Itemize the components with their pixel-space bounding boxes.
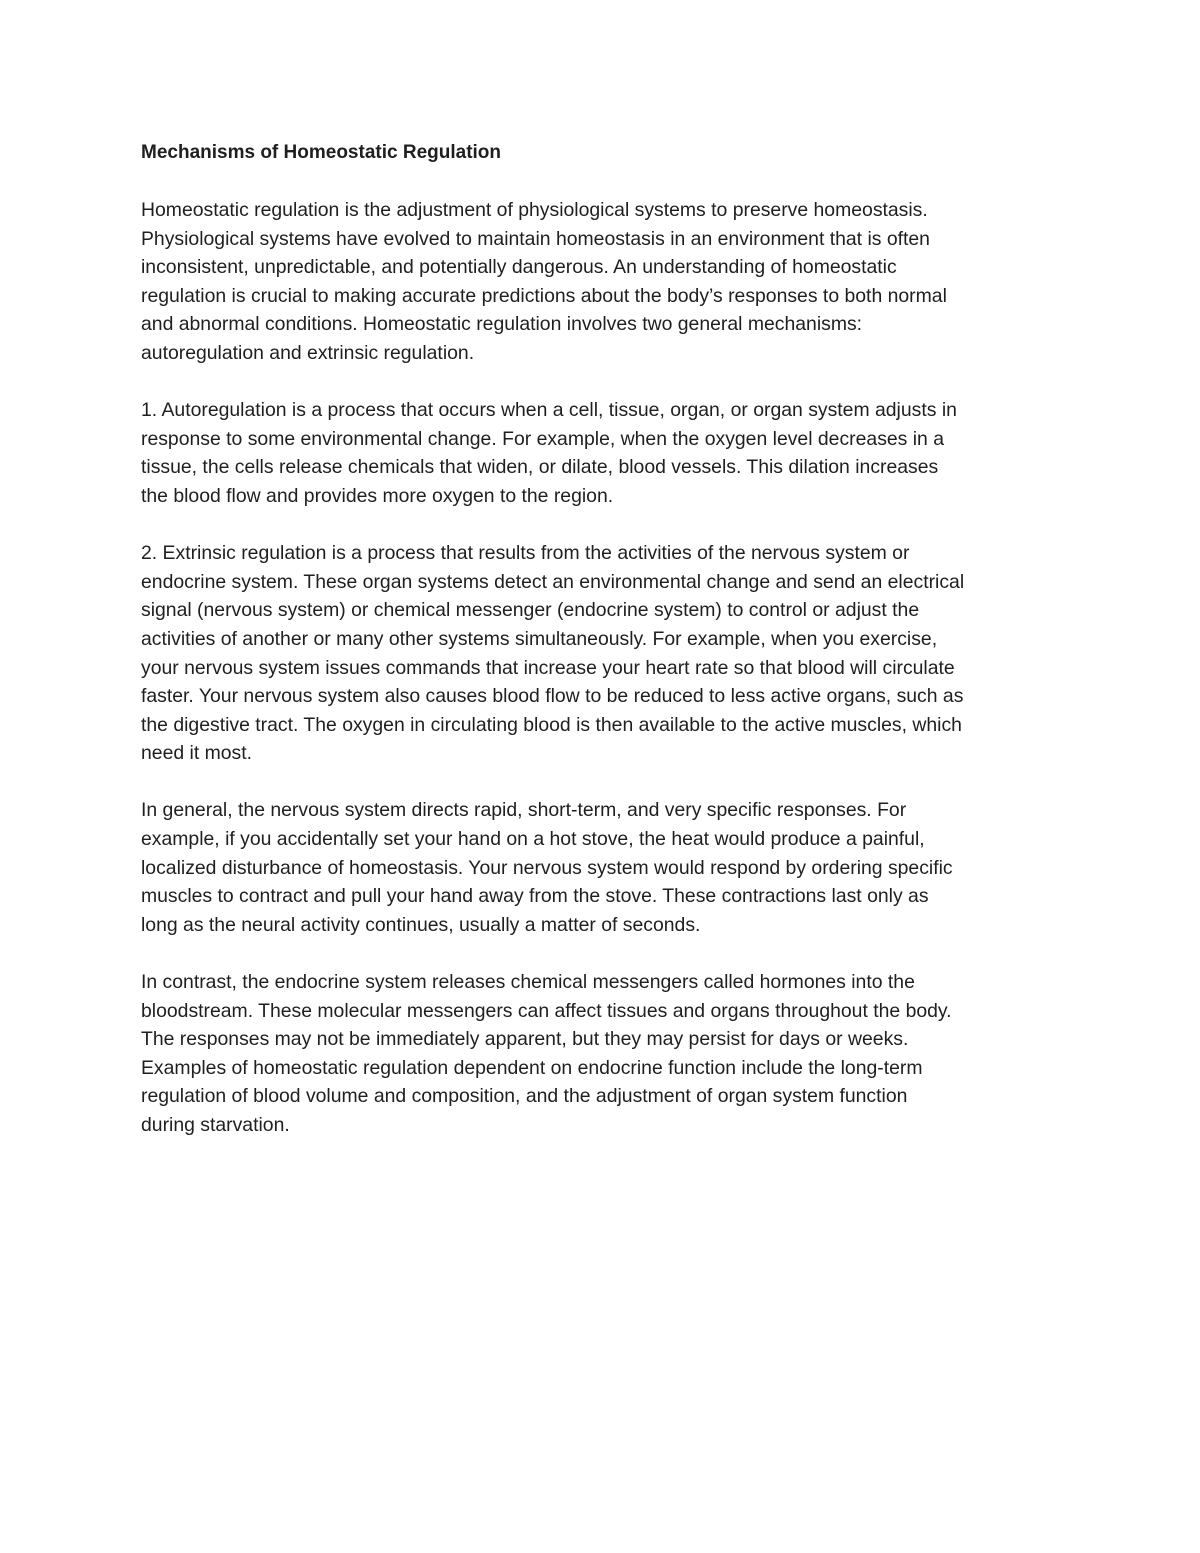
- paragraph-line: faster. Your nervous system also causes blood flow to be reduced to less active organs, such as: [141, 685, 964, 708]
- paragraph-line: muscles to contract and pull your hand away from the stove. These contractions last only as: [141, 885, 929, 908]
- paragraph-line: during starvation.: [141, 1114, 290, 1136]
- paragraph-line: example, if you accidentally set your hand on a hot stove, the heat would produce a painful,: [141, 828, 925, 851]
- paragraph-line: Homeostatic regulation is the adjustment of physiological systems to preserve homeostasis.: [141, 199, 928, 221]
- document-content: [141, 139, 1071, 1168]
- paragraph-line: the blood flow and provides more oxygen to the region.: [141, 484, 614, 507]
- paragraph-line: activities of another or many other systems simultaneously. For example, when you exercise,: [141, 627, 938, 650]
- paragraph-line: regulation is crucial to making accurate predictions about the body’s responses to both normal: [141, 284, 947, 307]
- paragraph-line: bloodstream. These molecular messengers can affect tissues and organs throughout the body.: [141, 999, 952, 1022]
- paragraph-line: response to some environmental change. For example, when the oxygen level decreases in a: [141, 427, 945, 450]
- paragraph-extrinsic-regulation: [141, 539, 1071, 768]
- paragraph-line: the digestive tract. The oxygen in circulating blood is then available to the active muscles, which: [141, 713, 962, 736]
- paragraph-line: signal (nervous system) or chemical messenger (endocrine system) to control or adjust the: [141, 599, 920, 622]
- paragraph-line: localized disturbance of homeostasis. Your nervous system would respond by ordering specific: [141, 856, 953, 879]
- paragraph-line: inconsistent, unpredictable, and potentially dangerous. An understanding of homeostatic: [141, 256, 897, 279]
- paragraph-line: In general, the nervous system directs rapid, short-term, and very specific responses. For: [141, 799, 907, 822]
- paragraph-nervous-system: [141, 796, 1071, 939]
- paragraph-line: Examples of homeostatic regulation dependent on endocrine function include the long-term: [141, 1056, 923, 1079]
- paragraph-line: In contrast, the endocrine system releases chemical messengers called hormones into the: [141, 971, 915, 994]
- paragraph-line: your nervous system issues commands that increase your heart rate so that blood will circulate: [141, 656, 955, 679]
- paragraph-line: endocrine system. These organ systems detect an environmental change and send an electrical: [141, 570, 965, 593]
- paragraph-line: The responses may not be immediately apparent, but they may persist for days or weeks.: [141, 1028, 909, 1051]
- paragraph-endocrine-system: [141, 968, 1071, 1140]
- document-title: Mechanisms of Homeostatic Regulation: [141, 142, 502, 163]
- paragraph-line: 2. Extrinsic regulation is a process that results from the activities of the nervous system or: [141, 542, 910, 565]
- paragraph-autoregulation: [141, 396, 1071, 510]
- paragraph-line: autoregulation and extrinsic regulation.: [141, 341, 475, 364]
- paragraph-line: Physiological systems have evolved to maintain homeostasis in an environment that is often: [141, 227, 930, 250]
- paragraph-line: and abnormal conditions. Homeostatic regulation involves two general mechanisms:: [141, 313, 863, 336]
- paragraph-line: long as the neural activity continues, usually a matter of seconds.: [141, 913, 701, 936]
- paragraph-line: tissue, the cells release chemicals that widen, or dilate, blood vessels. This dilation increases: [141, 456, 939, 479]
- paragraph-line: 1. Autoregulation is a process that occurs when a cell, tissue, organ, or organ system adjusts in: [141, 399, 957, 422]
- paragraph-line: regulation of blood volume and composition, and the adjustment of organ system function: [141, 1085, 908, 1108]
- paragraph-intro: [141, 196, 1071, 368]
- paragraph-line: need it most.: [141, 742, 253, 765]
